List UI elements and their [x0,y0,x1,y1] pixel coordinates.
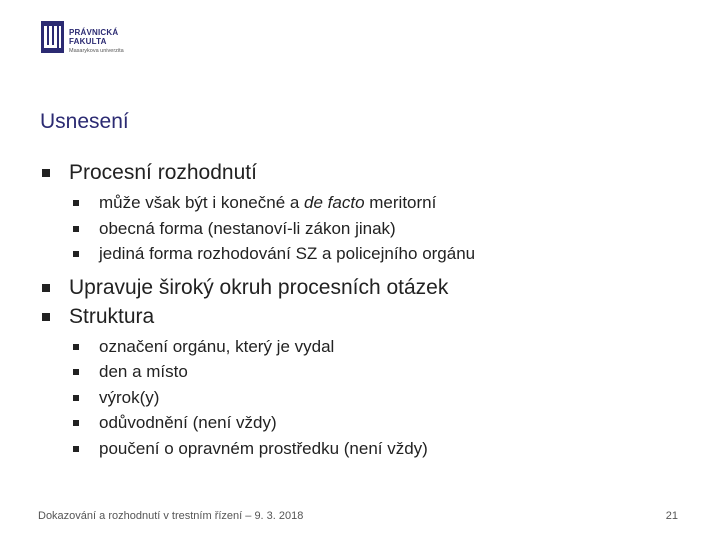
sub-bullet-text: jediná forma rozhodování SZ a policejního orgánu [99,244,476,263]
sub-bullet-item [40,334,680,360]
sub-bullet-item [40,410,680,436]
square-bullet-icon [73,369,79,375]
square-bullet-icon [73,446,79,452]
square-bullet-icon [73,344,79,350]
footer-text: Dokazování a rozhodnutí v trestním řízení – 9. 3. 2018 [38,510,304,522]
logo-wordmark [69,28,124,56]
sub-bullet-item [40,436,680,462]
logo-line-university: Masarykova univerzita [69,48,124,54]
slide-title: Usnesení [40,110,129,133]
sub-bullet-text-end: meritorní [364,193,437,212]
faculty-logo [41,21,181,61]
square-bullet-icon [73,420,79,426]
page-number: 21 [665,510,678,522]
sub-bullet-text: poučení o opravném prostředku (není vždy) [99,438,428,458]
square-bullet-icon [73,395,79,401]
sub-bullet-item [40,190,680,216]
bullet-text: Struktura [69,304,155,328]
bullet-item [40,302,680,331]
sub-bullet-item [40,359,680,385]
bullet-item [40,158,680,187]
sub-bullet-text: odůvodnění (není vždy) [99,413,277,432]
sub-bullet-text-start: může však být i konečné a [99,193,305,212]
square-bullet-icon [73,226,79,232]
logo-line-faculty-type: PRÁVNICKÁ [69,28,119,37]
sub-bullet-text: označení orgánu, který je vydal [99,336,335,356]
sub-bullet-text: den a místo [99,362,188,381]
square-bullet-icon [73,251,79,257]
sub-bullet-item [40,385,680,411]
bullet-item [40,273,680,302]
square-bullet-icon [42,284,50,292]
sub-bullet-italic-term: de facto [304,193,365,212]
square-bullet-icon [73,200,79,206]
sub-bullet-text: obecná forma (nestanoví-li zákon jinak) [99,218,396,238]
sub-bullet-text: výrok(y) [99,387,160,407]
square-bullet-icon [42,169,50,177]
sub-bullet-item [40,216,680,242]
bullet-text: Procesní rozhodnutí [69,161,257,184]
sub-bullet-item [40,241,680,267]
university-emblem-icon [41,21,64,53]
logo-line-faculty: FAKULTA [69,37,107,46]
bullet-list [40,158,680,461]
square-bullet-icon [42,313,50,321]
bullet-text: Upravuje široký okruh procesních otázek [69,275,449,299]
